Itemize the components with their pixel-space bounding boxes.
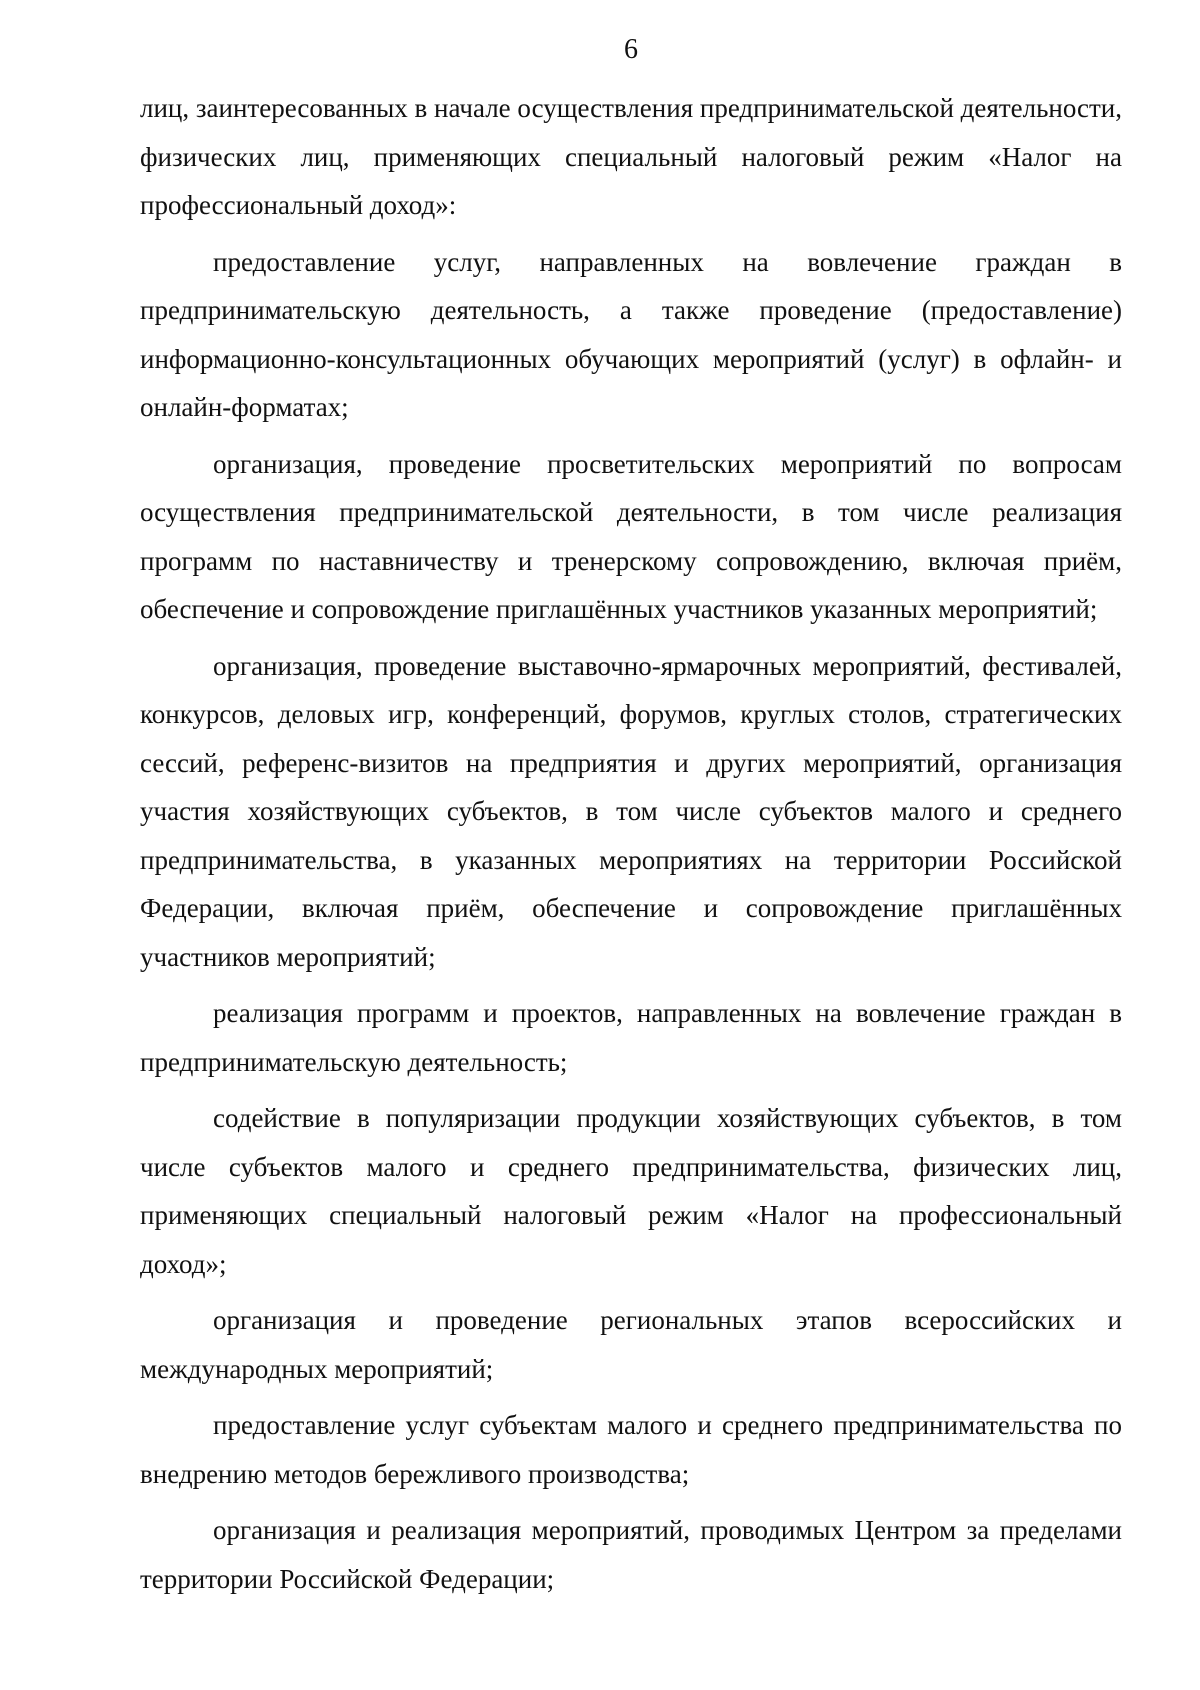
paragraph: реализация программ и проектов, направленных на вовлечение граждан в предпринимательскую деятельность; (140, 998, 1122, 1077)
paragraph: организация, проведение просветительских мероприятий по вопросам осуществления предпринимательской деятельности, в том числе реализация программ по наставничеству и тренерскому сопровождению, включая приём, обеспечение и сопровождение приглашённых участников указанных мероприятий; (140, 448, 1122, 624)
paragraph: предоставление услуг, направленных на вовлечение граждан в предпринимательскую деятельность, а также проведение (предоставление) информационно-консультационных обучающих мероприятий (услуг) в офлайн- и онлайн-форматах; (140, 246, 1122, 422)
paragraph: организация, проведение выставочно-ярмарочных мероприятий, фестивалей, конкурсов, деловых игр, конференций, форумов, круглых столов, стратегических сессий, референс-визитов на предприятия и других мероприятий, организация участия хозяйствующих субъектов, в том числе субъектов малого и среднего предпринимательства, в указанных мероприятиях на территории Российской Федерации, включая приём, обеспечение и сопровождение приглашённых участников мероприятий; (140, 650, 1122, 972)
paragraph: организация и проведение региональных этапов всероссийских и международных мероприятий; (140, 1305, 1122, 1384)
paragraph: организация и реализация мероприятий, проводимых Центром за пределами территории Российской Федерации; (140, 1515, 1122, 1594)
page-number: 6 (624, 34, 638, 65)
document-body (140, 84, 1122, 1611)
paragraph: предоставление услуг субъектам малого и среднего предпринимательства по внедрению методов бережливого производства; (140, 1410, 1122, 1489)
paragraph-continuation: лиц, заинтересованных в начале осуществления предпринимательской деятельности, физических лиц, применяющих специальный налоговый режим «Налог на профессиональный доход»: (140, 93, 1122, 220)
paragraph: содействие в популяризации продукции хозяйствующих субъектов, в том числе субъектов малого и среднего предпринимательства, физических лиц, применяющих специальный налоговый режим «Налог на профессиональный доход»; (140, 1103, 1122, 1279)
